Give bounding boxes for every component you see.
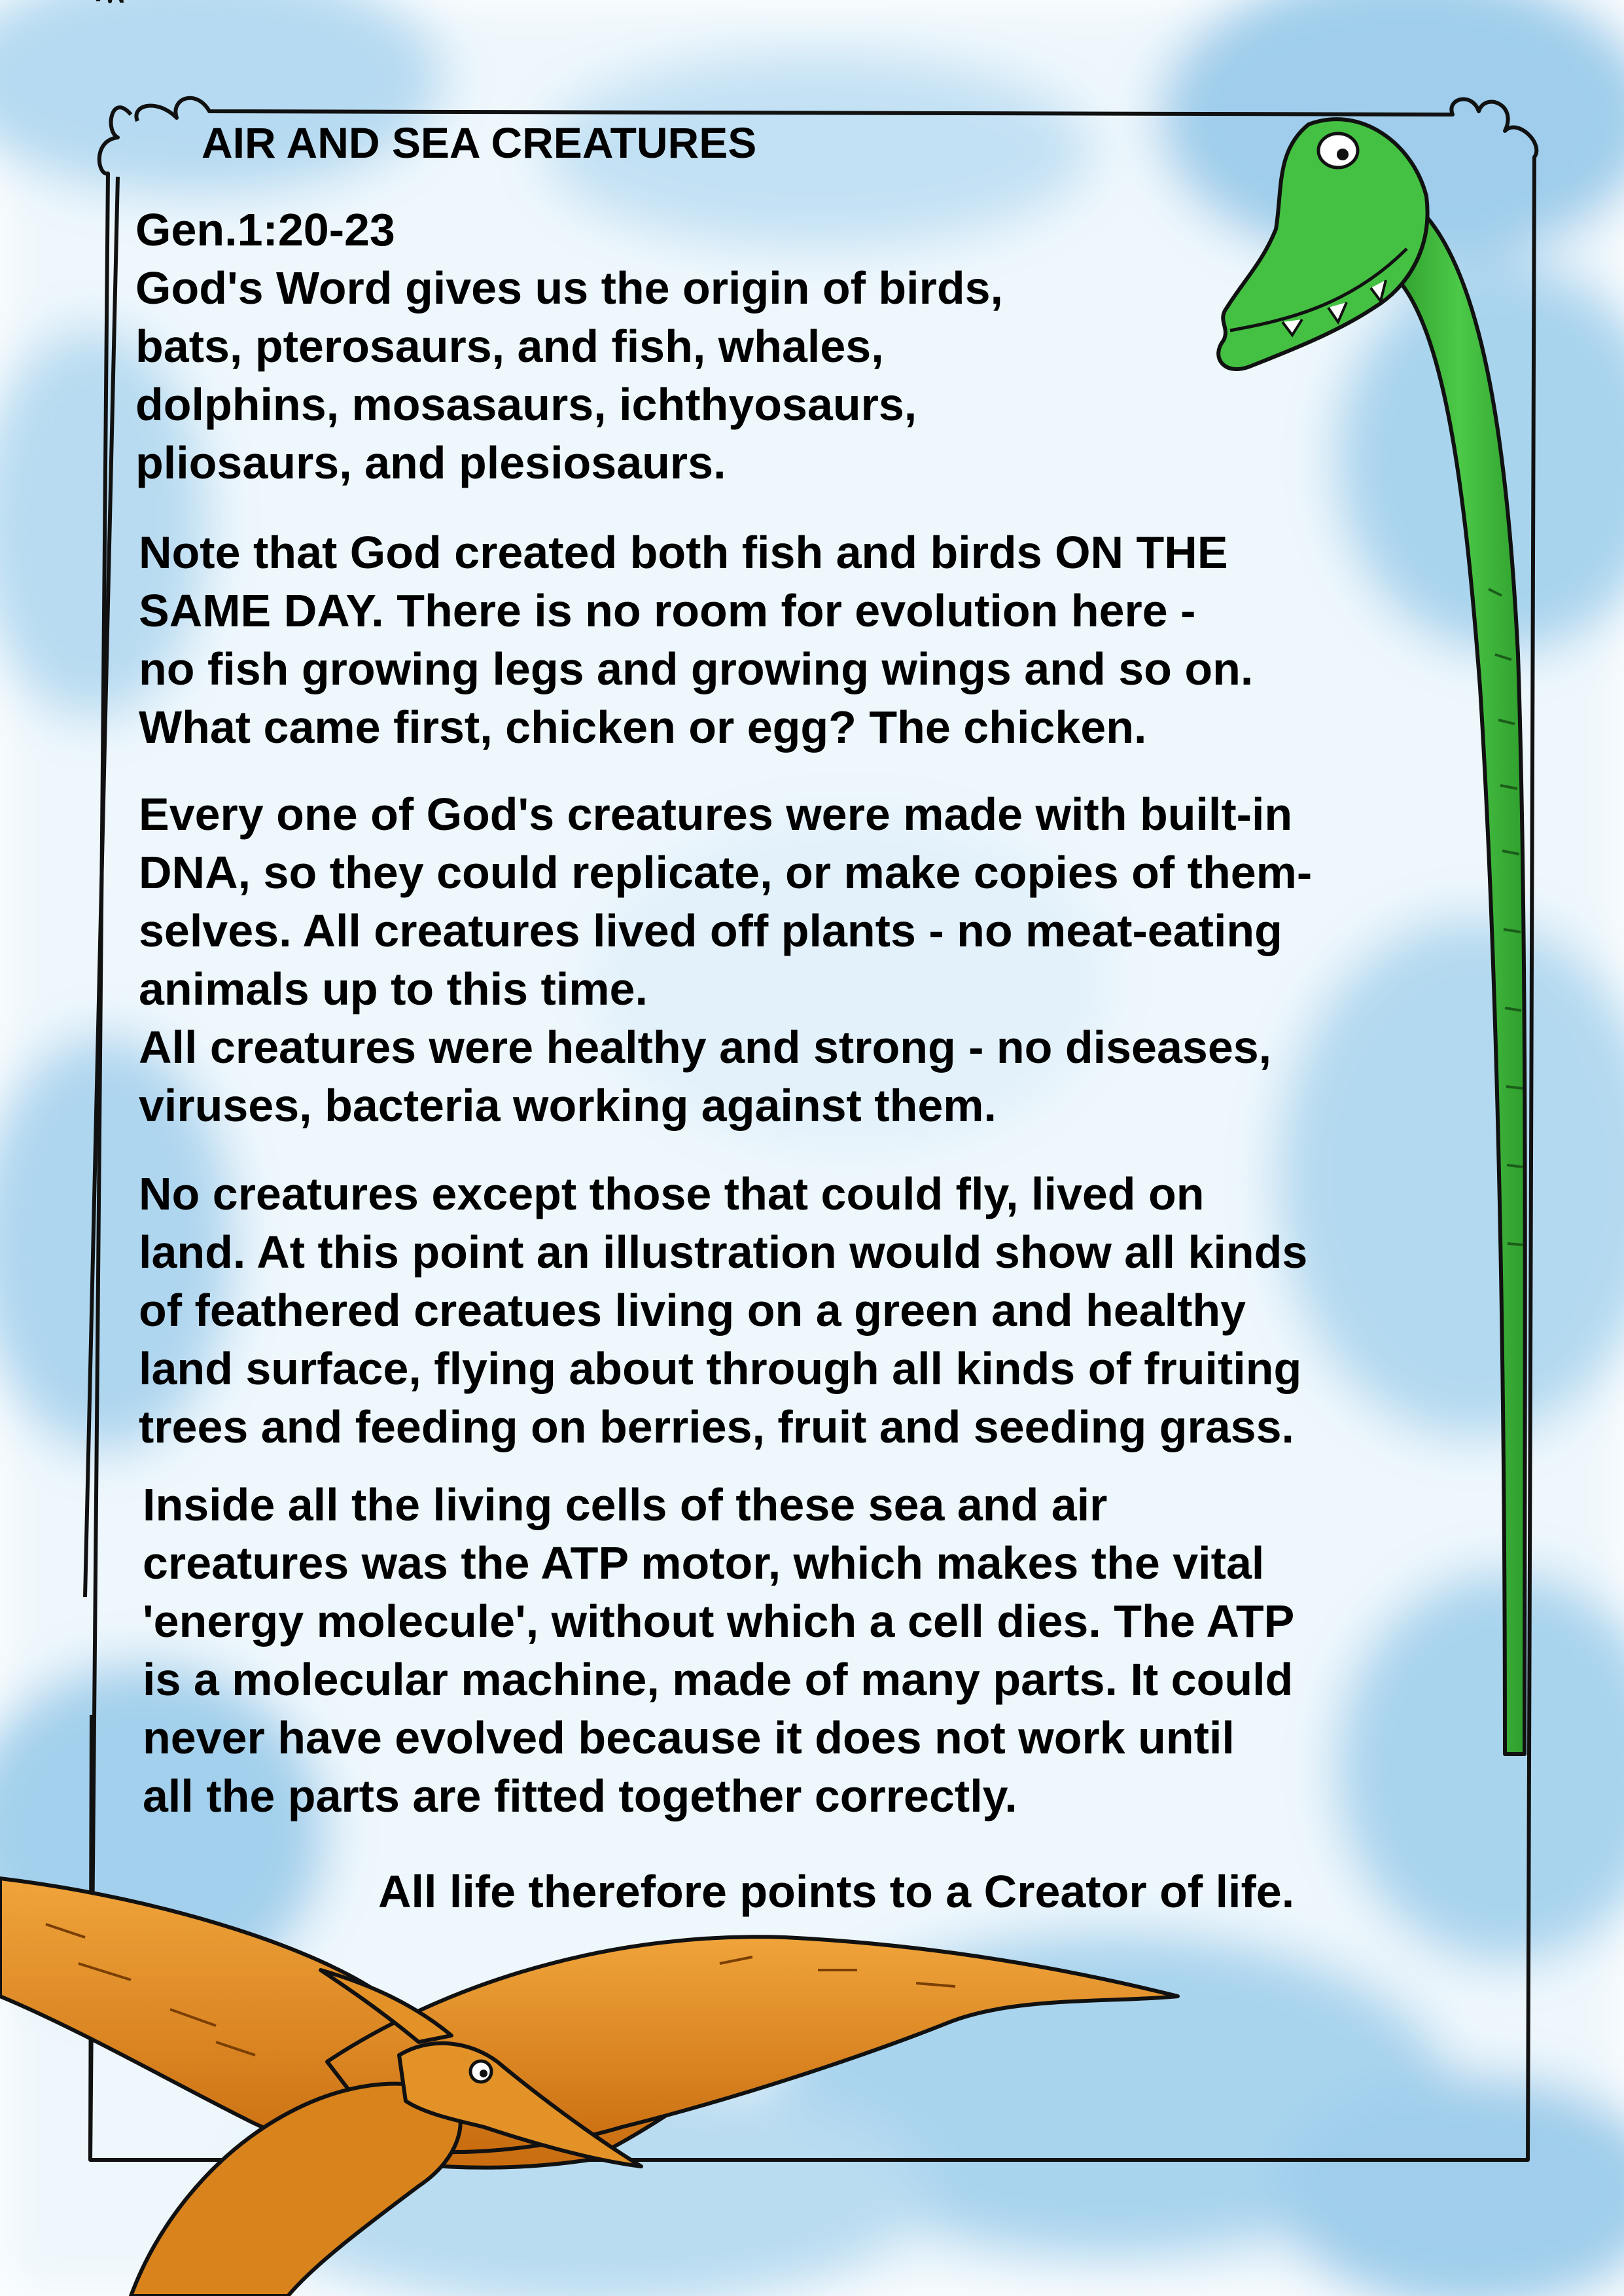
text-line: Note that God created both fish and birds ON THE — [139, 527, 1228, 578]
text-line: Every one of God's creatures were made with built-in — [139, 789, 1293, 840]
text-line: selves. All creatures lived off plants - no meat-eating — [139, 905, 1282, 956]
text-line: is a molecular machine, made of many parts. It could — [143, 1654, 1294, 1705]
text-line: no fish growing legs and growing wings and so on. — [139, 643, 1254, 694]
text-line: land surface, flying about through all kinds of fruiting — [139, 1343, 1302, 1394]
text-line: bats, pterosaurs, and fish, whales, — [135, 321, 884, 372]
text-line: Inside all the living cells of these sea and air — [143, 1479, 1108, 1530]
text-line: all the parts are fitted together correctly. — [143, 1770, 1017, 1821]
paragraph-conclusion — [378, 1863, 1294, 1921]
text-line: pliosaurs, and plesiosaurs. — [135, 437, 726, 488]
paragraph-same-day — [139, 524, 1253, 757]
text-line: 'energy molecule', without which a cell dies. The ATP — [143, 1596, 1295, 1647]
text-line: All life therefore points to a Creator of life. — [378, 1866, 1295, 1917]
text-line: of feathered creatues living on a green and healthy — [139, 1285, 1246, 1336]
page-title: AIR AND SEA CREATURES — [202, 118, 757, 167]
text-line: animals up to this time. — [139, 963, 648, 1014]
text-line: DNA, so they could replicate, or make copies of them- — [139, 847, 1313, 898]
paragraph-dna — [139, 785, 1312, 1135]
text-line: All creatures were healthy and strong - no diseases, — [139, 1022, 1272, 1073]
paragraph-atp — [143, 1476, 1294, 1825]
text-line: trees and feeding on berries, fruit and seeding grass. — [139, 1401, 1294, 1452]
text-line: creatures was the ATP motor, which makes the vital — [143, 1537, 1265, 1588]
text-line: Gen.1:20-23 — [135, 204, 395, 255]
text-line: land. At this point an illustration would show all kinds — [139, 1227, 1308, 1278]
text-line: SAME DAY. There is no room for evolution here - — [139, 585, 1196, 636]
dinosaur-eye — [1318, 134, 1358, 168]
text-line: No creatures except those that could fly, lived on — [139, 1168, 1205, 1219]
pterosaur-pupil — [480, 2070, 487, 2077]
text-line: What came first, chicken or egg? The chicken. — [139, 702, 1147, 753]
text-line: dolphins, mosasaurs, ichthyosaurs, — [135, 379, 917, 430]
text-line: viruses, bacteria working against them. — [139, 1080, 997, 1131]
paragraph-land — [139, 1165, 1307, 1456]
text-line: never have evolved because it does not work until — [143, 1712, 1235, 1763]
paragraph-scripture — [135, 201, 1003, 492]
dinosaur-pupil — [1337, 149, 1349, 160]
text-line: God's Word gives us the origin of birds, — [135, 262, 1004, 314]
